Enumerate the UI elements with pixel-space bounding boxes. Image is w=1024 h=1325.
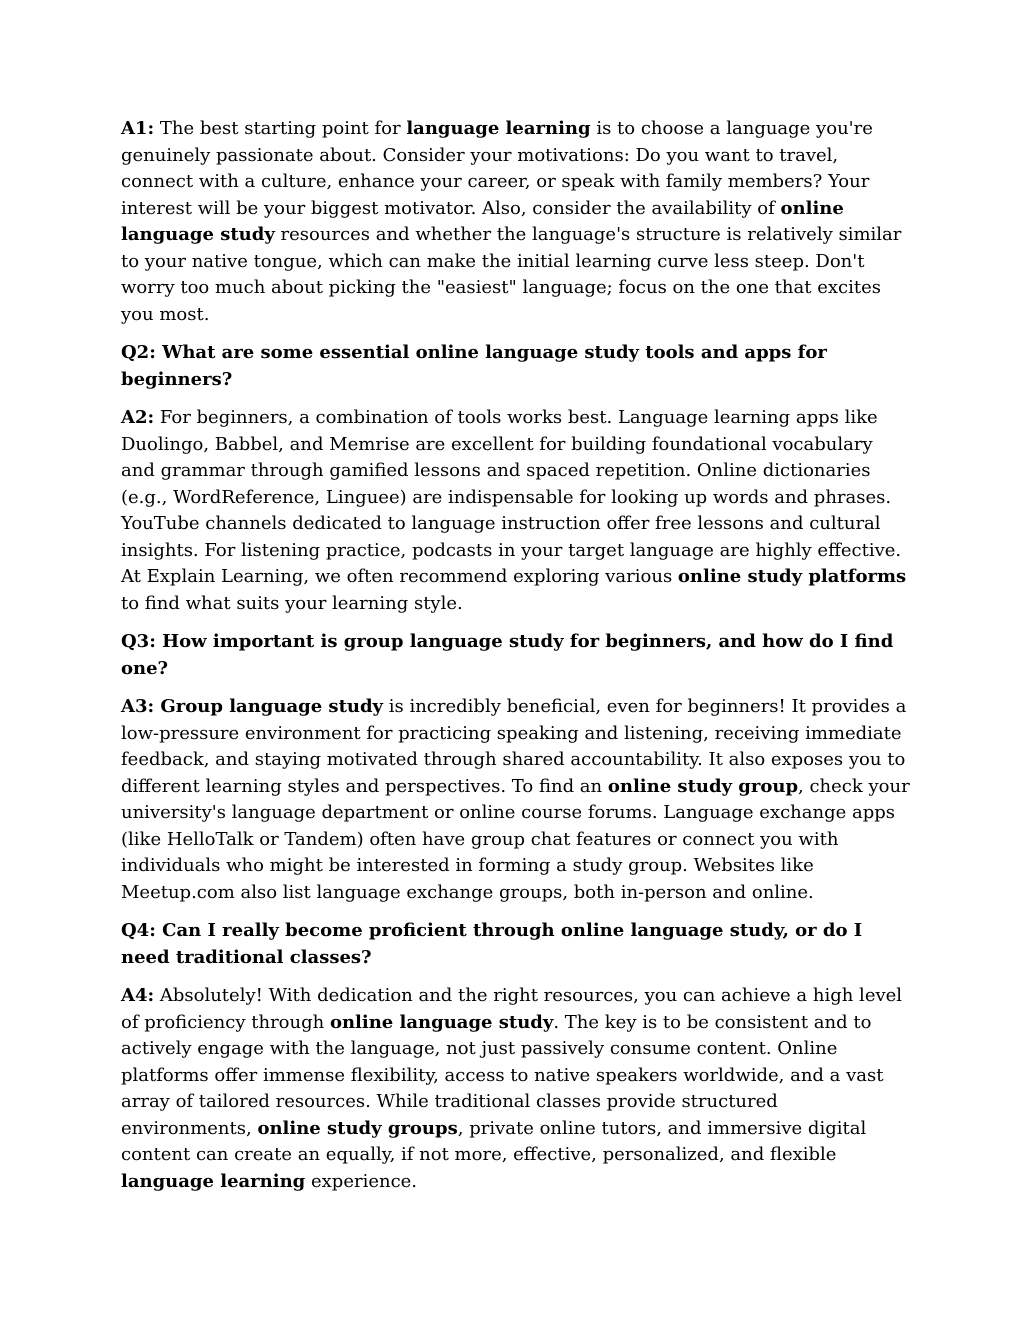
answer-text: , check your university's language department or online course forums. Language exchange apps (like HelloTalk or Tandem) often have group chat features or connect you with individuals who might be interested in forming a study group. Websites like Meetup.com also list language exchange groups, both in-person and online. — [121, 775, 910, 903]
answer-text: is to choose a language you're genuinely passionate about. Consider your motivations: Do you want to travel, connect with a culture, enhance your career, or speak with family members? Your interest will be your biggest motivator. Also, consider the availability of — [121, 118, 873, 219]
question-3: Q3: How important is group language study for beginners, and how do I find one? — [121, 631, 894, 679]
answer-text: The best starting point for — [154, 118, 407, 139]
answer-3 — [121, 694, 911, 906]
question-4: Q4: Can I really become proficient through online language study, or do I need traditional classes? — [121, 920, 863, 968]
answer-label: A2: — [121, 407, 155, 428]
keyword-highlight: online language study — [329, 1011, 554, 1033]
keyword-highlight: language learning — [406, 118, 591, 139]
answer-label: A4: — [121, 985, 155, 1006]
keyword-highlight: language learning — [121, 1170, 306, 1192]
answer-text: experience. — [305, 1170, 418, 1192]
keyword-highlight: online language study — [121, 197, 844, 245]
answer-text: , private online tutors, and immersive digital content can create an equally, if not more, effective, personalized, and flexible — [121, 1117, 867, 1165]
answer-label: A1: — [121, 118, 155, 139]
answer-1 — [121, 116, 911, 328]
answer-text: . The key is to be consistent and to actively engage with the language, not just passively consume content. Online platforms offer immense flexibility, access to native speakers worldwide, and a vast array of tailored resources. While traditional classes provide structured environments, — [121, 1011, 884, 1139]
answer-2 — [121, 405, 911, 617]
answer-text: resources and whether the language's structure is relatively similar to your native tongue, which can make the initial learning curve less steep. Don't worry too much about picking the "easiest" language; focus on the one that excites you most. — [121, 224, 902, 325]
keyword-highlight: online study platforms — [677, 566, 907, 587]
answer-text: Absolutely! With dedication and the right resources, you can achieve a high level of proficiency through — [121, 985, 903, 1033]
answer-label: A3: Group language study — [121, 696, 384, 717]
answer-text: is incredibly beneficial, even for beginners! It provides a low-pressure environment for practicing speaking and listening, receiving immediate feedback, and staying motivated through shared accountability. It also exposes you to different learning styles and perspectives. To find an — [121, 696, 907, 797]
answer-text: For beginners, a combination of tools works best. Language learning apps like Duolingo, Babbel, and Memrise are excellent for building foundational vocabulary and grammar through gamified lessons and spaced repetition. Online dictionaries (e.g., WordReference, Linguee) are indispensable for looking up words and phrases. YouTube channels dedicated to language instruction offer free lessons and cultural insights. For listening practice, podcasts in your target language are highly effective. At Explain Learning, we often recommend exploring various — [121, 407, 902, 587]
answer-4 — [121, 983, 911, 1195]
keyword-highlight: online study groups — [257, 1117, 458, 1139]
keyword-highlight: online study group — [607, 775, 799, 797]
question-2: Q2: What are some essential online language study tools and apps for beginners? — [121, 342, 827, 390]
document-page — [121, 116, 911, 1207]
answer-text: to find what suits your learning style. — [121, 592, 463, 614]
